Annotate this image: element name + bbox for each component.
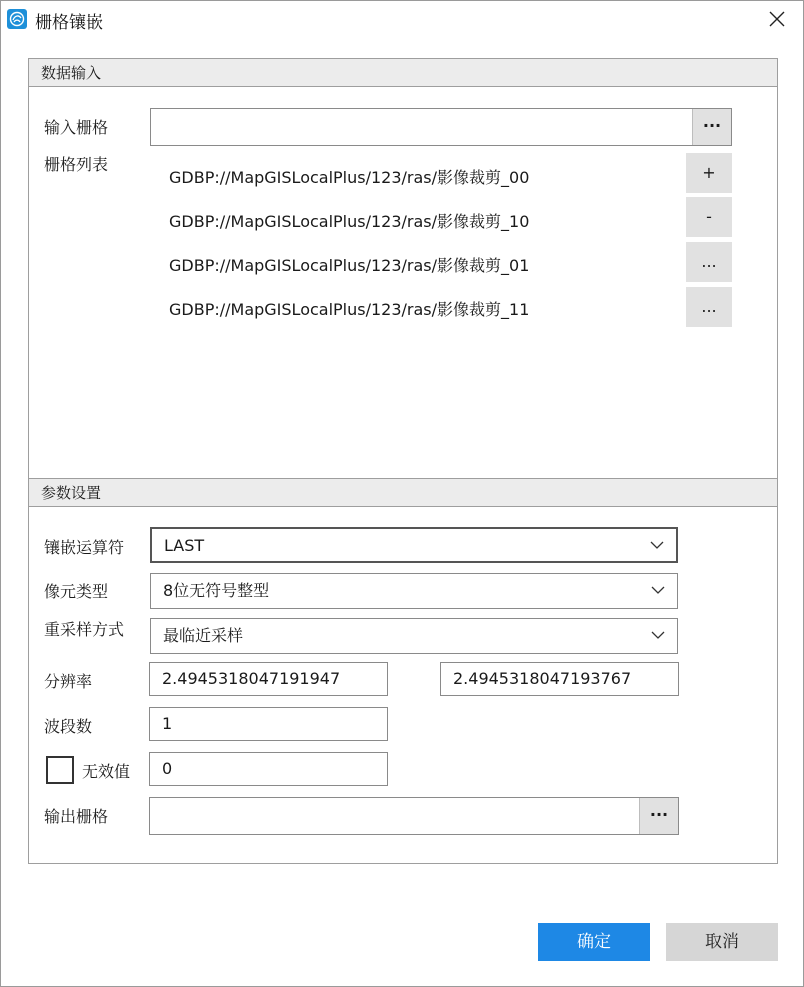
remove-raster-button[interactable]: - (686, 197, 732, 237)
mosaic-operator-label: 镶嵌运算符 (44, 538, 125, 557)
raster-list-item[interactable]: GDBP://MapGISLocalPlus/123/ras/影像裁剪_01 (169, 256, 530, 275)
nodata-label: 无效值 (82, 762, 131, 781)
resolution-x-field[interactable]: 2.4945318047191947 (149, 662, 388, 696)
raster-list-item[interactable]: GDBP://MapGISLocalPlus/123/ras/影像裁剪_10 (169, 212, 530, 231)
chevron-down-icon (651, 630, 665, 640)
input-raster-field[interactable] (150, 108, 732, 146)
mapgis-app-icon (7, 9, 27, 29)
chevron-down-icon (651, 585, 665, 595)
data-input-header: 数据输入 (29, 59, 777, 87)
output-raster-field[interactable] (149, 797, 679, 835)
raster-list-label: 栅格列表 (44, 155, 109, 174)
params-group (28, 478, 778, 864)
resolution-y-field[interactable]: 2.4945318047193767 (440, 662, 679, 696)
nodata-field[interactable]: 0 (149, 752, 388, 786)
pixel-type-value: 8位无符号整型 (163, 581, 270, 600)
pixel-type-label: 像元类型 (44, 582, 109, 601)
params-header: 参数设置 (29, 479, 777, 507)
cancel-button[interactable]: 取消 (666, 923, 778, 961)
data-input-group (28, 58, 778, 480)
resample-select[interactable] (150, 618, 678, 654)
band-count-field[interactable]: 1 (149, 707, 388, 741)
raster-list-more-button-1[interactable]: ... (686, 242, 732, 282)
close-button[interactable] (761, 5, 793, 33)
resample-label: 重采样方式 (44, 620, 125, 639)
output-raster-label: 输出栅格 (44, 807, 109, 826)
pixel-type-select[interactable] (150, 573, 678, 609)
mosaic-operator-select[interactable] (150, 527, 678, 563)
output-raster-browse-button[interactable]: ··· (639, 798, 678, 834)
resample-value: 最临近采样 (163, 626, 244, 645)
input-raster-browse-button[interactable]: ··· (692, 109, 731, 145)
raster-list-more-button-2[interactable]: ... (686, 287, 732, 327)
resolution-label: 分辨率 (44, 672, 93, 691)
raster-list-item[interactable]: GDBP://MapGISLocalPlus/123/ras/影像裁剪_00 (169, 168, 530, 187)
band-count-label: 波段数 (44, 717, 93, 736)
ok-button[interactable]: 确定 (538, 923, 650, 961)
close-icon (769, 11, 785, 27)
title-bar (1, 1, 803, 37)
window-title: 栅格镶嵌 (35, 13, 103, 33)
nodata-checkbox[interactable] (46, 756, 74, 784)
input-raster-label: 输入栅格 (44, 118, 109, 137)
mosaic-operator-value: LAST (164, 536, 205, 555)
add-raster-button[interactable]: + (686, 153, 732, 193)
raster-list-item[interactable]: GDBP://MapGISLocalPlus/123/ras/影像裁剪_11 (169, 300, 530, 319)
chevron-down-icon (650, 540, 664, 550)
